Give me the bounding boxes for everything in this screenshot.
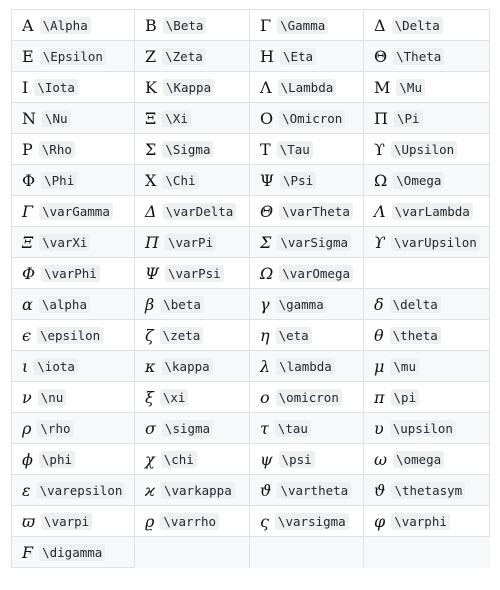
latex-command: \varPsi xyxy=(165,265,224,282)
latex-command: \pi xyxy=(391,389,420,406)
latex-command: \Tau xyxy=(277,141,313,158)
greek-glyph: Ζ xyxy=(145,47,157,66)
greek-glyph: χ xyxy=(145,450,155,469)
latex-command: \rho xyxy=(37,420,73,437)
symbol-cell xyxy=(12,134,135,165)
symbol-cell xyxy=(12,351,135,382)
table-row xyxy=(12,103,490,134)
greek-glyph: φ xyxy=(374,512,386,531)
table-row xyxy=(12,41,490,72)
symbol-cell xyxy=(135,351,250,382)
latex-command: \Omicron xyxy=(279,110,345,127)
latex-command: \Alpha xyxy=(40,17,91,34)
symbol-cell xyxy=(250,196,364,227)
latex-command: \tau xyxy=(275,420,311,437)
symbol-cell xyxy=(135,444,250,475)
latex-command: \Eta xyxy=(280,48,316,65)
latex-command: \Mu xyxy=(396,79,425,96)
greek-glyph: ϒ xyxy=(374,233,385,252)
greek-glyph: Ο xyxy=(260,109,274,128)
greek-glyph: ζ xyxy=(145,326,154,345)
latex-command: \varPi xyxy=(165,234,216,251)
symbol-cell xyxy=(250,413,364,444)
symbol-cell xyxy=(364,103,490,134)
greek-glyph: Γ xyxy=(260,16,272,35)
greek-glyph: Γ xyxy=(22,202,34,221)
latex-command: \varGamma xyxy=(39,203,113,220)
symbol-cell xyxy=(135,10,250,41)
greek-glyph: Φ xyxy=(22,171,36,190)
greek-glyph: ι xyxy=(22,357,29,376)
symbol-cell xyxy=(12,165,135,196)
symbol-cell xyxy=(12,196,135,227)
symbol-cell xyxy=(135,196,250,227)
symbol-cell xyxy=(250,10,364,41)
symbol-cell xyxy=(364,382,490,413)
symbol-cell xyxy=(250,227,364,258)
greek-glyph: Ξ xyxy=(22,233,34,252)
greek-glyph: Δ xyxy=(145,202,157,221)
empty-cell xyxy=(135,537,250,568)
greek-glyph: ϵ xyxy=(22,326,31,345)
greek-glyph: Ν xyxy=(22,109,36,128)
greek-glyph: γ xyxy=(260,295,270,314)
table-row xyxy=(12,320,490,351)
symbol-cell xyxy=(250,72,364,103)
symbol-cell xyxy=(12,258,135,289)
table-row xyxy=(12,134,490,165)
latex-command: \mu xyxy=(390,358,419,375)
table-row xyxy=(12,165,490,196)
symbol-cell xyxy=(250,351,364,382)
latex-command: \Iota xyxy=(34,79,78,96)
greek-glyph: Χ xyxy=(145,171,157,190)
greek-glyph: ϒ xyxy=(374,140,385,159)
symbol-cell xyxy=(250,289,364,320)
greek-glyph: β xyxy=(145,295,155,314)
symbol-cell xyxy=(364,289,490,320)
latex-command: \omicron xyxy=(276,389,342,406)
greek-glyph: ω xyxy=(374,450,388,469)
symbol-cell xyxy=(364,444,490,475)
greek-glyph: ϖ xyxy=(22,512,36,531)
latex-command: \theta xyxy=(390,327,441,344)
symbol-cell xyxy=(364,196,490,227)
latex-command: \lambda xyxy=(276,358,335,375)
greek-glyph: Η xyxy=(260,47,274,66)
latex-command: \Beta xyxy=(163,17,207,34)
latex-command: \Zeta xyxy=(162,48,206,65)
symbol-cell xyxy=(12,444,135,475)
greek-glyph: Ϝ xyxy=(22,543,34,562)
symbol-cell xyxy=(364,41,490,72)
symbol-cell xyxy=(250,258,364,289)
symbol-cell xyxy=(135,475,250,506)
latex-command: \varUpsilon xyxy=(391,234,480,251)
latex-command: \varphi xyxy=(391,513,450,530)
symbol-cell xyxy=(250,475,364,506)
greek-glyph: Λ xyxy=(260,78,272,97)
table-row xyxy=(12,413,490,444)
greek-glyph: ξ xyxy=(145,388,154,407)
symbol-cell xyxy=(364,320,490,351)
latex-command: \chi xyxy=(161,451,197,468)
latex-command: \Upsilon xyxy=(391,141,457,158)
symbol-cell xyxy=(250,444,364,475)
symbol-cell xyxy=(364,72,490,103)
symbol-cell xyxy=(12,103,135,134)
latex-command: \varkappa xyxy=(161,482,235,499)
symbol-cell xyxy=(250,134,364,165)
symbol-cell xyxy=(364,165,490,196)
symbol-cell xyxy=(135,258,250,289)
greek-glyph: Κ xyxy=(145,78,157,97)
latex-command: \alpha xyxy=(39,296,90,313)
latex-command: \eta xyxy=(276,327,312,344)
symbol-cell xyxy=(364,413,490,444)
greek-glyph: υ xyxy=(374,419,384,438)
symbol-cell xyxy=(135,72,250,103)
greek-glyph: Ρ xyxy=(22,140,33,159)
table-row xyxy=(12,196,490,227)
symbol-cell xyxy=(135,227,250,258)
greek-glyph: η xyxy=(260,326,270,345)
greek-glyph: ε xyxy=(22,481,31,500)
symbol-cell xyxy=(250,165,364,196)
latex-command: \epsilon xyxy=(37,327,103,344)
symbol-cell xyxy=(12,41,135,72)
symbol-cell xyxy=(364,134,490,165)
latex-command: \Omega xyxy=(393,172,444,189)
latex-command: \delta xyxy=(390,296,441,313)
latex-command: \Kappa xyxy=(163,79,214,96)
greek-glyph: Σ xyxy=(145,140,157,159)
latex-command: \Rho xyxy=(39,141,75,158)
symbol-cell xyxy=(364,475,490,506)
symbol-cell xyxy=(135,382,250,413)
greek-glyph: κ xyxy=(145,357,156,376)
table-row xyxy=(12,351,490,382)
latex-command: \varDelta xyxy=(163,203,237,220)
latex-command: \varOmega xyxy=(279,265,353,282)
greek-glyph: ς xyxy=(260,512,269,531)
symbol-cell xyxy=(12,382,135,413)
symbol-cell xyxy=(12,72,135,103)
symbol-cell xyxy=(364,10,490,41)
greek-glyph: θ xyxy=(374,326,384,345)
symbol-cell xyxy=(135,320,250,351)
latex-command: \Lambda xyxy=(278,79,337,96)
latex-command: \thetasym xyxy=(391,482,465,499)
latex-command: \xi xyxy=(160,389,189,406)
greek-glyph: τ xyxy=(260,419,269,438)
latex-command: \Xi xyxy=(162,110,191,127)
greek-glyph: ϑ xyxy=(260,481,272,500)
symbol-cell xyxy=(12,413,135,444)
latex-command: \varepsilon xyxy=(37,482,126,499)
table-row xyxy=(12,444,490,475)
table-row xyxy=(12,227,490,258)
greek-glyph: Λ xyxy=(374,202,386,221)
greek-glyph: Φ xyxy=(22,264,36,283)
greek-glyph: Π xyxy=(374,109,388,128)
table-row xyxy=(12,10,490,41)
greek-glyph: Ξ xyxy=(145,109,157,128)
latex-command: \Sigma xyxy=(162,141,213,158)
latex-command: \varSigma xyxy=(277,234,351,251)
symbol-cell xyxy=(250,382,364,413)
empty-cell xyxy=(250,537,364,568)
greek-glyph: σ xyxy=(145,419,156,438)
latex-command: \beta xyxy=(160,296,204,313)
latex-command: \vartheta xyxy=(277,482,351,499)
symbol-cell xyxy=(12,289,135,320)
symbol-cell xyxy=(364,351,490,382)
latex-command: \digamma xyxy=(39,544,105,561)
latex-command: \varpi xyxy=(41,513,92,530)
latex-command: \varsigma xyxy=(275,513,349,530)
latex-command: \sigma xyxy=(162,420,213,437)
symbol-cell xyxy=(12,10,135,41)
greek-glyph: Ψ xyxy=(260,171,275,190)
greek-glyph: ν xyxy=(22,388,32,407)
greek-glyph: Ω xyxy=(374,171,388,190)
symbol-cell xyxy=(135,103,250,134)
symbol-cell xyxy=(12,537,135,568)
greek-glyph: μ xyxy=(374,357,385,376)
greek-glyph: ϑ xyxy=(374,481,386,500)
latex-command: \Nu xyxy=(42,110,71,127)
latex-command: \upsilon xyxy=(390,420,456,437)
symbol-cell xyxy=(250,506,364,537)
symbol-cell xyxy=(135,506,250,537)
latex-command: \phi xyxy=(39,451,75,468)
greek-glyph: ϰ xyxy=(145,481,155,500)
table-body xyxy=(12,10,490,568)
table-row xyxy=(12,382,490,413)
greek-glyph: π xyxy=(374,388,385,407)
latex-command: \varTheta xyxy=(279,203,353,220)
latex-command: \varPhi xyxy=(41,265,100,282)
table-row xyxy=(12,72,490,103)
latex-command: \Gamma xyxy=(277,17,328,34)
latex-command: \varrho xyxy=(160,513,219,530)
greek-glyph: ϕ xyxy=(22,450,33,469)
symbol-cell xyxy=(364,506,490,537)
greek-glyph: Μ xyxy=(374,78,391,97)
symbol-cell xyxy=(135,41,250,72)
table-row xyxy=(12,506,490,537)
greek-glyph: Σ xyxy=(260,233,272,252)
greek-glyph: Α xyxy=(22,16,34,35)
latex-command: \psi xyxy=(279,451,315,468)
latex-command: \Theta xyxy=(393,48,444,65)
latex-command: \zeta xyxy=(160,327,204,344)
latex-command: \kappa xyxy=(162,358,213,375)
symbol-cell xyxy=(135,413,250,444)
greek-glyph: Ω xyxy=(260,264,274,283)
greek-glyph: Δ xyxy=(374,16,386,35)
symbol-cell xyxy=(135,165,250,196)
table-row xyxy=(12,258,490,289)
symbol-cell xyxy=(12,506,135,537)
latex-command: \gamma xyxy=(276,296,327,313)
latex-command: \Pi xyxy=(394,110,423,127)
latex-command: \Delta xyxy=(392,17,443,34)
latex-command: \varLambda xyxy=(392,203,473,220)
symbol-cell xyxy=(364,227,490,258)
greek-glyph: ρ xyxy=(22,419,32,438)
greek-glyph: ψ xyxy=(260,450,273,469)
greek-glyph: ϱ xyxy=(145,512,155,531)
empty-cell xyxy=(364,258,490,289)
greek-glyph: δ xyxy=(374,295,384,314)
symbol-cell xyxy=(135,289,250,320)
symbol-cell xyxy=(12,227,135,258)
symbol-cell xyxy=(12,320,135,351)
table-row xyxy=(12,475,490,506)
greek-glyph: α xyxy=(22,295,33,314)
greek-glyph: λ xyxy=(260,357,271,376)
greek-glyph: ο xyxy=(260,388,270,407)
greek-glyph: Ε xyxy=(22,47,34,66)
table-row xyxy=(12,537,490,568)
greek-glyph: Ψ xyxy=(145,264,160,283)
greek-glyph: Θ xyxy=(260,202,274,221)
latex-command: \nu xyxy=(38,389,67,406)
empty-cell xyxy=(364,537,490,568)
latex-command: \Chi xyxy=(162,172,198,189)
symbol-cell xyxy=(250,41,364,72)
latex-command: \iota xyxy=(34,358,78,375)
symbol-cell xyxy=(12,475,135,506)
symbol-cell xyxy=(135,134,250,165)
greek-glyph: Ι xyxy=(22,78,29,97)
greek-glyph: Θ xyxy=(374,47,388,66)
symbol-cell xyxy=(250,320,364,351)
latex-command: \Epsilon xyxy=(40,48,106,65)
latex-command: \Phi xyxy=(41,172,77,189)
greek-glyph: Π xyxy=(145,233,159,252)
latex-command: \omega xyxy=(393,451,444,468)
greek-glyph: Τ xyxy=(260,140,271,159)
table-row xyxy=(12,289,490,320)
latex-command: \varXi xyxy=(39,234,90,251)
symbol-cell xyxy=(250,103,364,134)
latex-command: \Psi xyxy=(280,172,316,189)
greek-glyph: Β xyxy=(145,16,157,35)
greek-letters-table xyxy=(11,9,490,568)
